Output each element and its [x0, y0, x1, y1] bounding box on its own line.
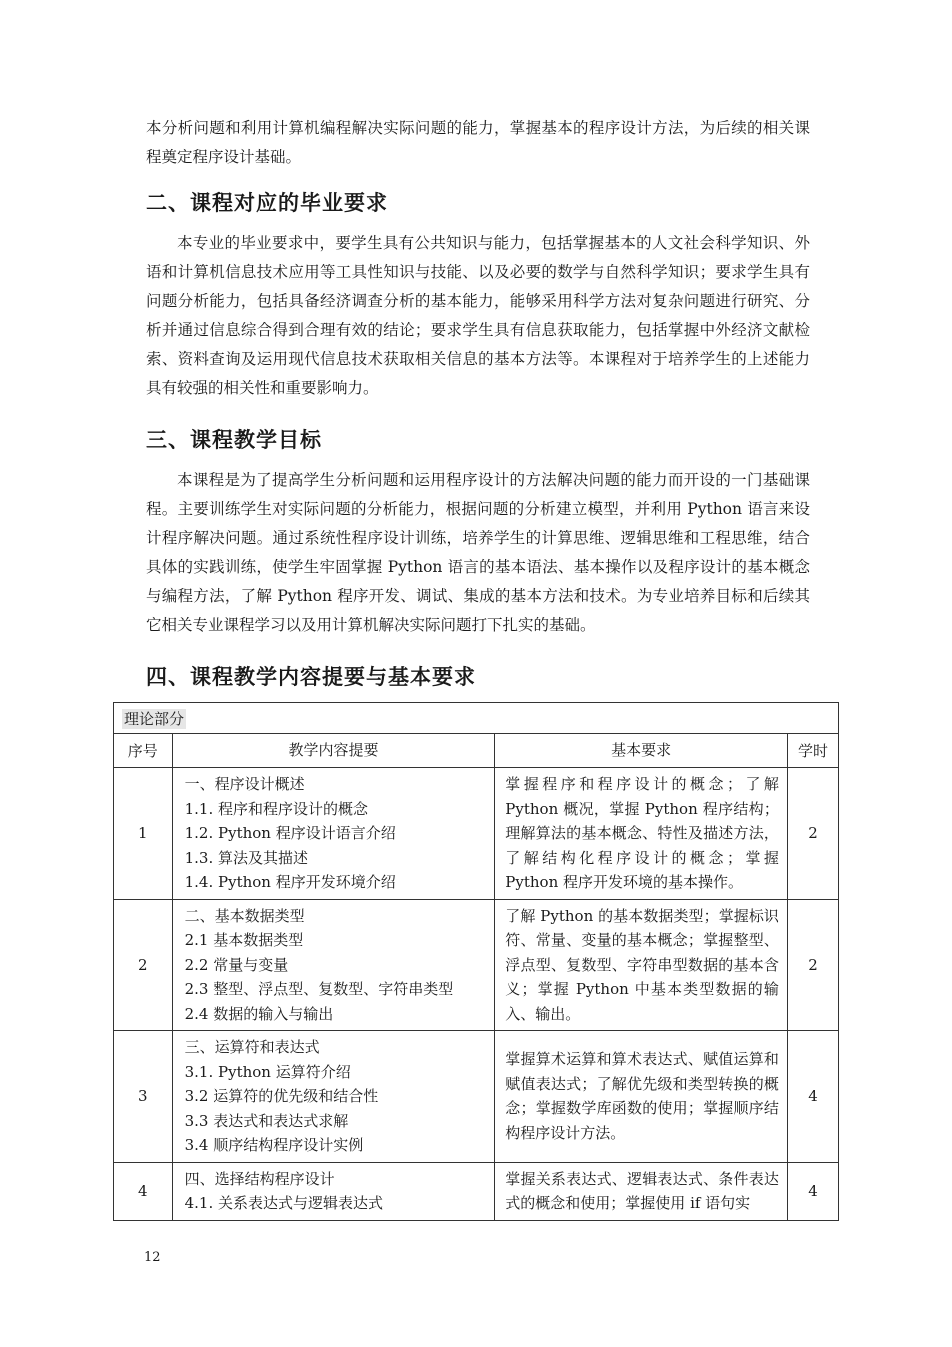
table-row [114, 1031, 839, 1163]
section-3-heading: 三、课程教学目标 [146, 428, 322, 452]
table-section-row [114, 703, 839, 734]
content-line: 1.3. 算法及其描述 [184, 848, 309, 867]
row-content [172, 1162, 495, 1220]
row-requirement: 了解 Python 的基本数据类型；掌握标识符、常量、变量的基本概念；掌握整型、浮点型、复数型、字符串型数据的基本含义；掌握 Python 中基本类型数据的输入、输出。 [495, 899, 788, 1031]
row-requirement: 掌握算术运算和算术表达式、赋值运算和赋值表达式；了解优先级和类型转换的概念；掌握数学库函数的使用；掌握顺序结构程序设计方法。 [495, 1031, 788, 1163]
row-no: 3 [114, 1031, 173, 1163]
content-line: 一、程序设计概述 [184, 775, 305, 793]
intro-paragraph-end: 本分析问题和利用计算机编程解决实际问题的能力，掌握基本的程序设计方法，为后续的相关课程奠定程序设计基础。 [146, 119, 810, 166]
row-no: 1 [114, 768, 173, 900]
table-row [114, 768, 839, 900]
content-line: 1.1. 程序和程序设计的概念 [184, 799, 369, 818]
content-line: 2.2 常量与变量 [184, 955, 289, 974]
section-3-body: 本课程是为了提高学生分析问题和运用程序设计的方法解决问题的能力而开设的一门基础课程。主要训练学生对实际问题的分析能力，根据问题的分析建立模型，并利用 Python 语言来设计程序解决问题。通过系统性程序设计训练，培养学生的计算思维、逻辑思维和工程思维，结合具体的实践训练，使学生牢固掌握 Python 语言的基本语法、基本操作以及程序设计的基本概念与编程方法，了解 Python 程序开发、调试、集成的基本方法和技术。为专业培养目标和后续其它相关专业课程学习以及用计算机解决实际问题打下扎实的基础。 [146, 471, 810, 634]
row-no: 2 [114, 899, 173, 1031]
row-content [172, 768, 495, 900]
row-content [172, 899, 495, 1031]
content-line: 四、选择结构程序设计 [184, 1169, 335, 1188]
table-header-row [114, 734, 839, 768]
row-hours: 2 [787, 768, 838, 900]
row-requirement: 掌握程序和程序设计的概念；了解 Python 概况，掌握 Python 程序结构；理解算法的基本概念、特性及描述方法，了解结构化程序设计的概念；掌握 Python 程序开发环境的基本操作。 [495, 768, 788, 900]
content-line: 3.3 表达式和表达式求解 [184, 1111, 349, 1130]
row-content [172, 1031, 495, 1163]
table-row [114, 899, 839, 1031]
header-content: 教学内容提要 [172, 734, 495, 768]
row-no: 4 [114, 1162, 173, 1220]
header-hours: 学时 [787, 734, 838, 768]
section-4-heading: 四、课程教学内容提要与基本要求 [146, 665, 476, 689]
header-requirement: 基本要求 [495, 734, 788, 768]
content-line: 2.1 基本数据类型 [184, 931, 304, 949]
content-line: 3.2 运算符的优先级和结合性 [184, 1087, 379, 1105]
content-line: 4.1. 关系表达式与逻辑表达式 [184, 1194, 384, 1212]
content-line: 2.3 整型、浮点型、复数型、字符串类型 [184, 980, 454, 998]
row-hours: 4 [787, 1162, 838, 1220]
section-2-heading: 二、课程对应的毕业要求 [146, 191, 388, 215]
row-requirement: 掌握关系表达式、逻辑表达式、条件表达式的概念和使用；掌握使用 if 语句实 [495, 1162, 788, 1220]
table-section-label: 理论部分 [124, 709, 185, 728]
content-line: 二、基本数据类型 [184, 906, 305, 925]
content-line: 1.2. Python 程序设计语言介绍 [184, 824, 396, 842]
content-line: 3.1. Python 运算符介绍 [184, 1062, 351, 1081]
course-content-table [113, 702, 839, 1221]
section-2-body: 本专业的毕业要求中，要学生具有公共知识与能力，包括掌握基本的人文社会科学知识、外语和计算机信息技术应用等工具性知识与技能、以及必要的数学与自然科学知识；要求学生具有问题分析能力，包括具备经济调查分析的基本能力，能够采用科学方法对复杂问题进行研究、分析并通过信息综合得到合理有效的结论；要求学生具有信息获取能力，包括掌握中外经济文献检索、资料查询及运用现代信息技术获取相关信息的基本方法等。本课程对于培养学生的上述能力具有较强的相关性和重要影响力。 [146, 234, 810, 397]
content-line: 1.4. Python 程序开发环境介绍 [184, 873, 396, 891]
page-number: 12 [144, 1250, 161, 1265]
row-hours: 4 [787, 1031, 838, 1163]
header-no: 序号 [114, 734, 173, 768]
content-line: 三、运算符和表达式 [184, 1038, 320, 1056]
content-line: 3.4 顺序结构程序设计实例 [184, 1136, 364, 1154]
content-line: 2.4 数据的输入与输出 [184, 1004, 334, 1023]
row-hours: 2 [787, 899, 838, 1031]
table-row [114, 1162, 839, 1220]
